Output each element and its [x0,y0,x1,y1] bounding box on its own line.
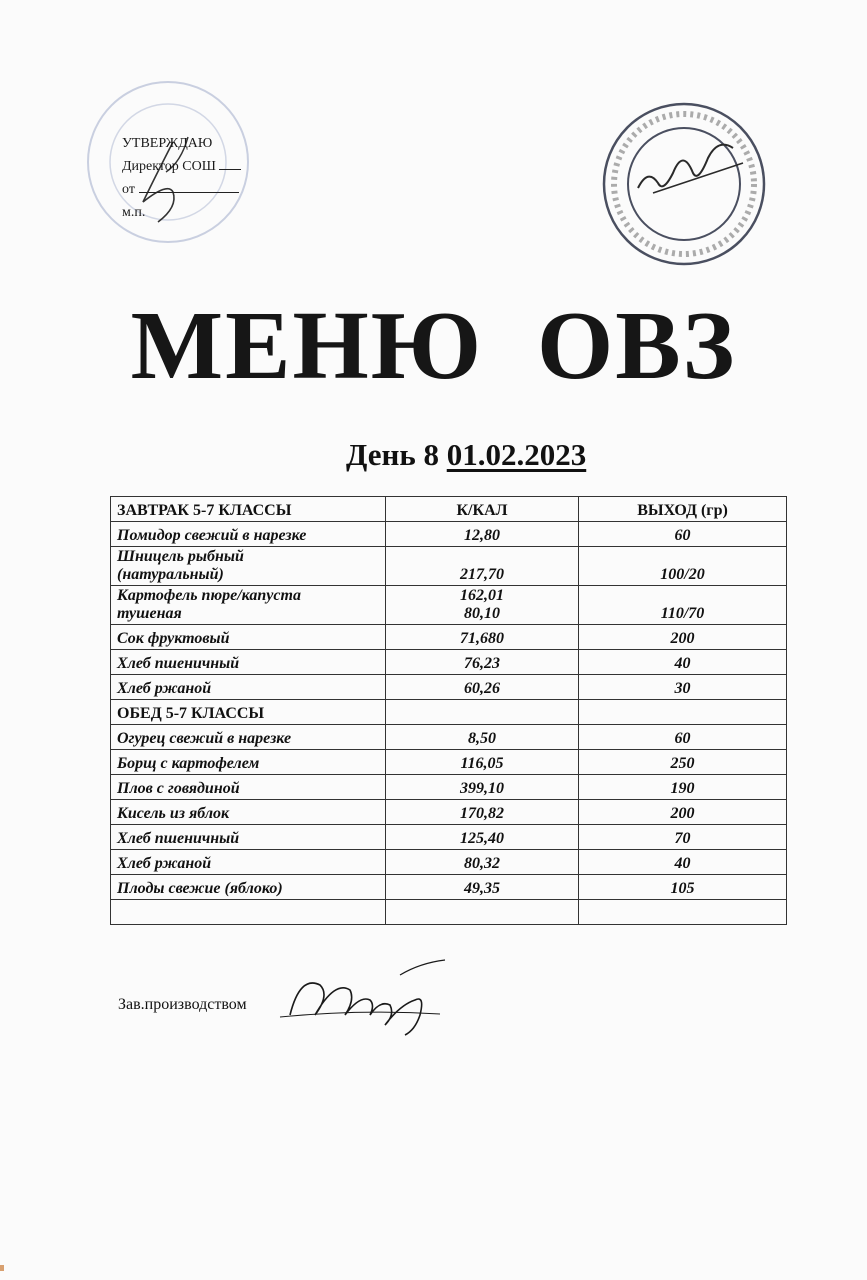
table-row [111,547,787,586]
dish-name: Сок фруктовый [111,625,386,650]
dish-kcal: 80,32 [386,850,579,875]
dish-name: Плов с говядиной [111,775,386,800]
table-row [111,625,787,650]
empty-cell [111,900,386,925]
dish-name: Хлеб пшеничный [111,825,386,850]
table-row [111,875,787,900]
dish-name: Хлеб ржаной [111,675,386,700]
empty-cell [386,900,579,925]
dish-output: 110/70 [579,586,787,625]
scan-edge-mark [0,1265,4,1271]
table-row [111,675,787,700]
dish-kcal: 12,80 [386,522,579,547]
dish-name-line: (натуральный) [117,566,224,583]
table-row [111,850,787,875]
table-empty-row [111,900,787,925]
empty-cell [386,700,579,725]
dish-output: 40 [579,650,787,675]
lunch-header-row [111,700,787,725]
dish-output: 190 [579,775,787,800]
dish-name: Помидор свежий в нарезке [111,522,386,547]
lunch-header: ОБЕД 5-7 КЛАССЫ [111,700,386,725]
dish-output: 200 [579,800,787,825]
round-seal-stamp [598,98,770,270]
dish-name: Кисель из яблок [111,800,386,825]
approval-seal-label: м.п. [122,205,146,220]
dish-name: Огурец свежий в нарезке [111,725,386,750]
title-word-menu: МЕНЮ [130,292,484,400]
dish-kcal: 76,23 [386,650,579,675]
table-row [111,725,787,750]
empty-cell [579,700,787,725]
dish-kcal: 71,680 [386,625,579,650]
day-label: День 8 [346,437,439,472]
dish-kcal: 8,50 [386,725,579,750]
dish-name-line: Шницель рыбный [117,548,244,565]
dish-name: Хлеб ржаной [111,850,386,875]
dish-output: 105 [579,875,787,900]
table-row [111,775,787,800]
dish-name [111,547,386,586]
dish-output: 60 [579,725,787,750]
dish-name: Плоды свежие (яблоко) [111,875,386,900]
dish-kcal: 217,70 [386,547,579,586]
dish-output: 70 [579,825,787,850]
day-date: 01.02.2023 [446,437,587,472]
table-row [111,522,787,547]
menu-title [0,290,867,402]
empty-cell [579,900,787,925]
dish-output: 40 [579,850,787,875]
kcal-line: 80,10 [464,605,500,622]
dish-kcal: 170,82 [386,800,579,825]
approval-from: от [122,178,241,201]
dish-name: Хлеб пшеничный [111,650,386,675]
dish-name-line: тушеная [117,605,182,622]
dish-output: 100/20 [579,547,787,586]
dish-name-line: Картофель пюре/капуста [117,587,301,604]
table-header-row [111,497,787,522]
dish-kcal: 399,10 [386,775,579,800]
title-word-ovz: ОВЗ [537,292,737,400]
header-output: ВЫХОД (гр) [579,497,787,522]
dish-name: Борщ с картофелем [111,750,386,775]
day-heading [346,437,586,473]
approval-block [122,132,241,224]
table-row [111,825,787,850]
dish-kcal [386,586,579,625]
approval-heading: УТВЕРЖДАЮ [122,136,213,151]
dish-kcal: 116,05 [386,750,579,775]
menu-table [110,496,787,925]
producer-signature [270,955,470,1040]
dish-kcal: 49,35 [386,875,579,900]
dish-output: 250 [579,750,787,775]
dish-output: 60 [579,522,787,547]
dish-name [111,586,386,625]
dish-kcal: 60,26 [386,675,579,700]
header-kcal: К/КАЛ [386,497,579,522]
table-row [111,586,787,625]
table-row [111,800,787,825]
approval-position: Директор СОШ [122,155,241,178]
producer-label: Зав.производством [118,996,247,1013]
dish-kcal: 125,40 [386,825,579,850]
table-row [111,750,787,775]
table-row [111,650,787,675]
kcal-line: 162,01 [460,587,504,604]
header-breakfast: ЗАВТРАК 5-7 КЛАССЫ [111,497,386,522]
dish-output: 200 [579,625,787,650]
dish-output: 30 [579,675,787,700]
